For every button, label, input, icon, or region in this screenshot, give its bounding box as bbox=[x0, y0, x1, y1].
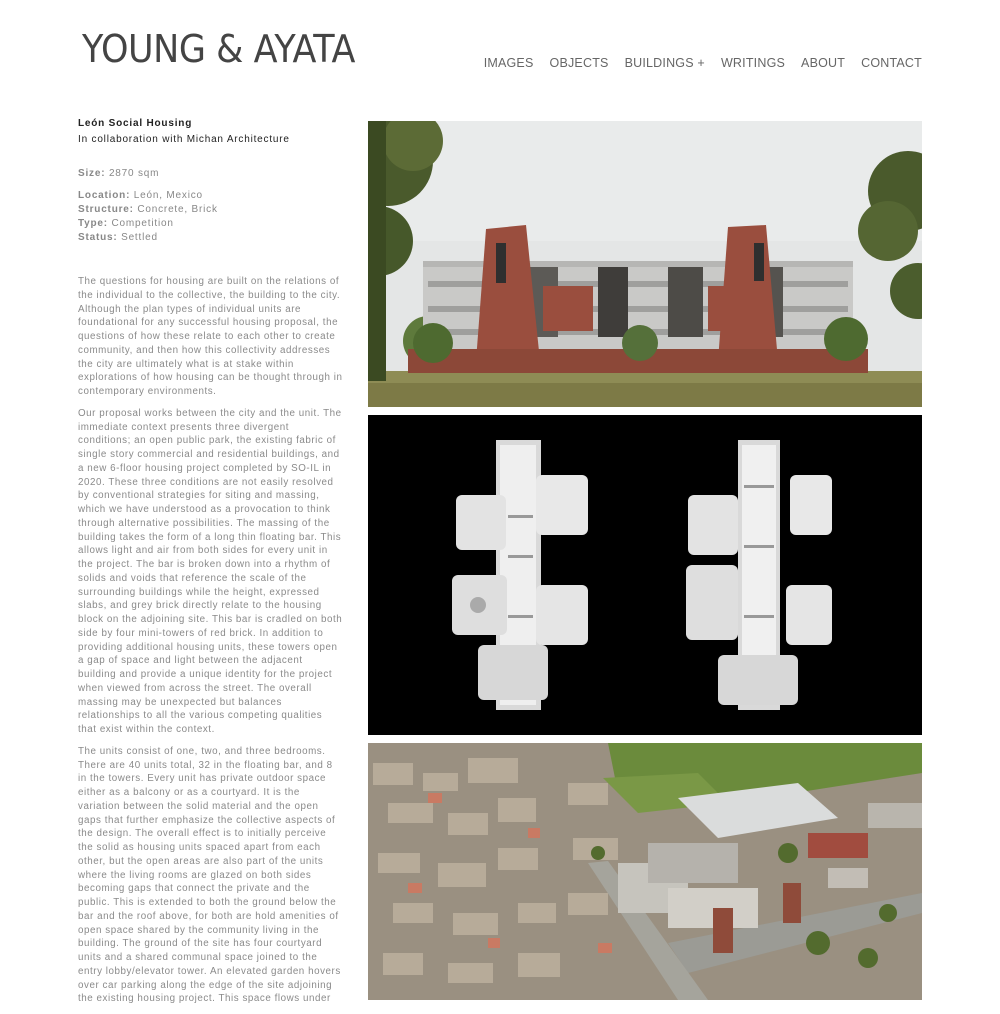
main-nav bbox=[484, 56, 922, 70]
nav-contact[interactable]: CONTACT bbox=[861, 56, 922, 70]
project-title: León Social Housing bbox=[78, 118, 193, 129]
aerial-context-image[interactable] bbox=[368, 743, 922, 1000]
exterior-render-image[interactable] bbox=[368, 121, 922, 407]
axonometric-model-image[interactable] bbox=[368, 415, 922, 735]
fact-type: Type: Competition bbox=[78, 218, 174, 229]
nav-writings[interactable]: WRITINGS bbox=[720, 56, 786, 70]
project-description bbox=[78, 275, 343, 1014]
project-facts bbox=[78, 167, 350, 245]
nav-about[interactable]: ABOUT bbox=[801, 56, 846, 70]
project-collaboration: In collaboration with Michan Architecture bbox=[78, 134, 290, 145]
fact-status: Status: Settled bbox=[78, 232, 158, 243]
nav-objects[interactable]: OBJECTS bbox=[549, 56, 609, 70]
fact-location: Location: León, Mexico bbox=[78, 190, 203, 201]
fact-size: Size: 2870 sqm bbox=[78, 168, 160, 179]
description-paragraph: Our proposal works between the city and the unit. The immediate context presents three divergent conditions; an open public park, the existing fabric of single story commercial and residential buildings, and a new 6-floor housing project completed by SO-IL in 2020. These three conditions are not easily resolved by conventional strategies for siting and massing, which we have understood as a provocation to think through alternative possibilities. The massing of the building takes the form of a long thin floating bar. This allows light and air from both sides for every unit in the project. The bar is broken down into a rhythm of solids and voids that reference the scale of the surrounding buildings while the height, expressed slabs, and grey brick directly relate to the housing block on the adjoining site. This bar is cradled on both side by four mini-towers of red brick. In addition to providing additional housing units, these towers open a gap of space and light between the adjacent building and provide a unique identity for the project when viewed from across the street. The overall massing may be unexpected but balances relationships to all the various competing qualities that exist within the context. bbox=[78, 407, 343, 735]
site-logo[interactable]: YOUNG & AYATA bbox=[82, 27, 355, 71]
nav-buildings[interactable]: BUILDINGS + bbox=[624, 56, 705, 70]
description-paragraph: The questions for housing are built on the relations of the individual to the collective, the building to the city. Although the plan types of individual units are foundational for any successful housing proposal, the questions of how these relate to each other to create community, and then how this collectivity addresses the city are ultimately what is at stake within explorations of how housing can be thought through in contemporary environments. bbox=[78, 276, 343, 397]
nav-images[interactable]: IMAGES bbox=[483, 56, 534, 70]
project-info bbox=[78, 118, 350, 245]
description-paragraph: The units consist of one, two, and three bedrooms. There are 40 units total, 32 in the floating bar, and 8 in the towers. Every unit has private outdoor space either as a balcony or as a courtyard. It is the variation between the solid material and the open gaps that further emphasize the collective aspects of the design. The overall effect is to initially perceive the solid as housing units spaced apart from each other, but the open areas are also part of the units where the living rooms are glazed on both sides becoming gaps that connect the private and the public. This is extended to both the ground below the bar and the roof above, for both are hold amenities of open space shared by the community living in the building. The ground of the site has four courtyard units and a shared communal space joined to the entry lobby/elevator tower. An elevated garden hovers over car parking along the edge of the site adjoining the existing housing project. This space flows under bbox=[78, 745, 341, 1005]
fact-structure: Structure: Concrete, Brick bbox=[78, 204, 218, 215]
